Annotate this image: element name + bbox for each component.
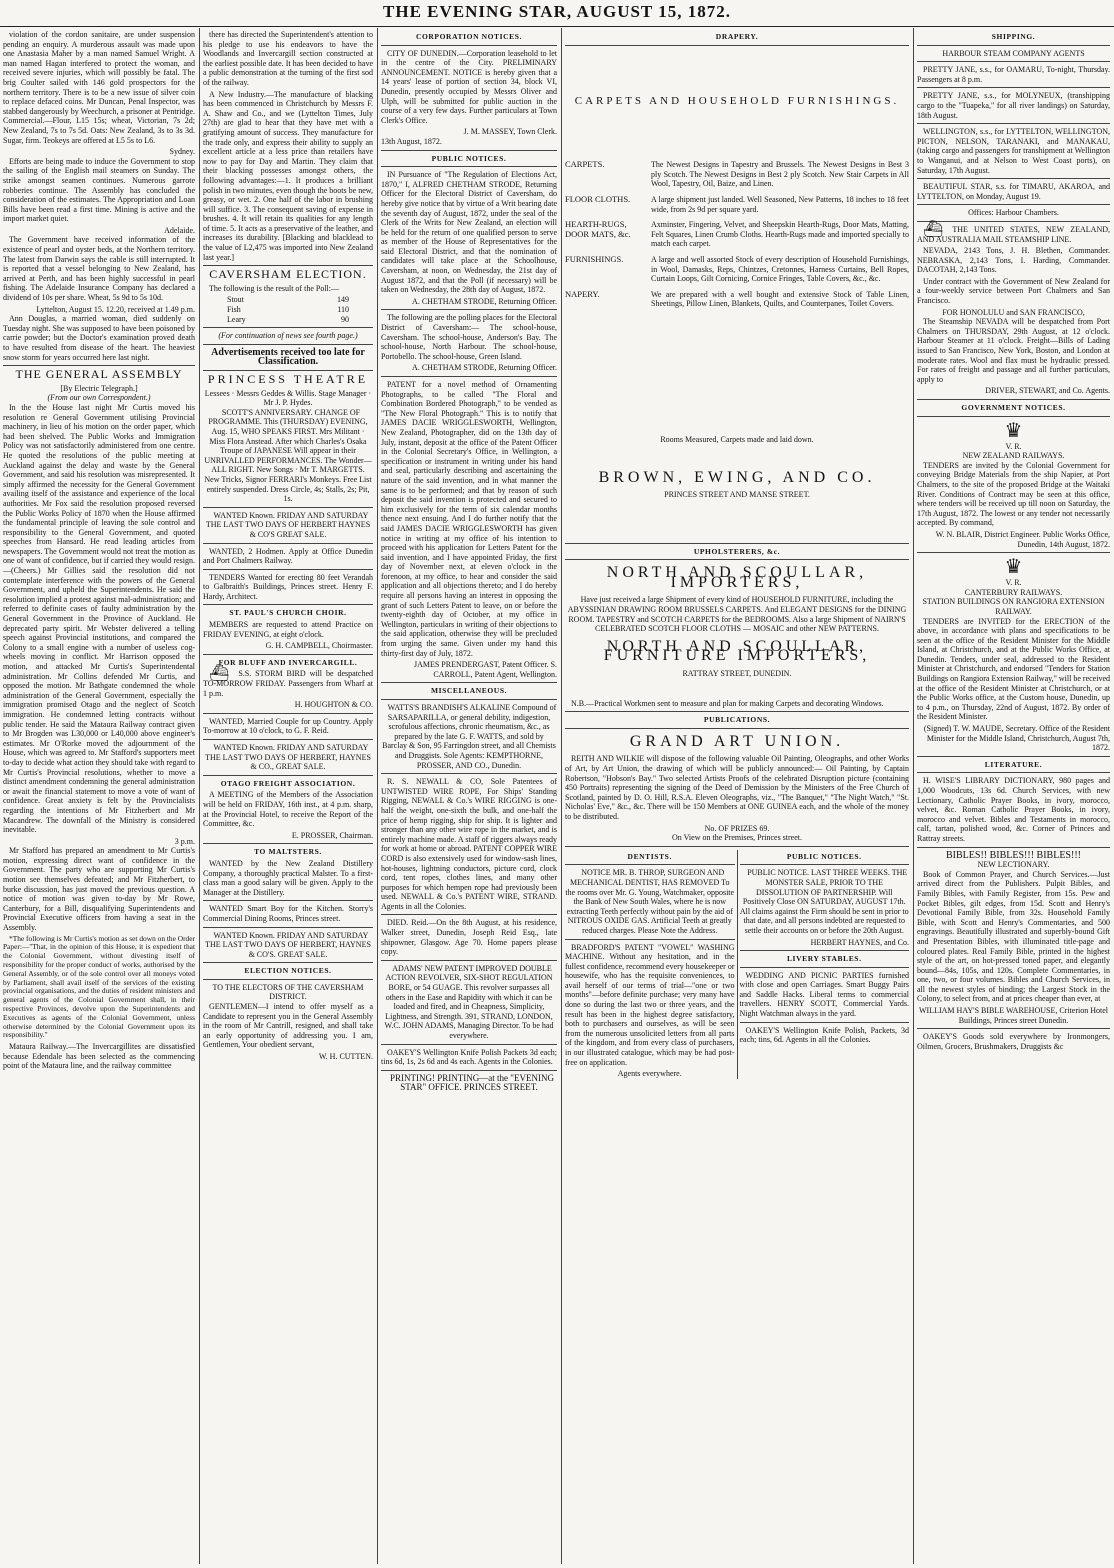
column-4	[565, 30, 909, 1562]
article-title: THE GENERAL ASSEMBLY	[15, 367, 183, 382]
ad-body: OAKEY'S Goods sold everywhere by Ironmongers, Oilmen, Grocers, Brushmakers, Druggists &c	[917, 1032, 1110, 1051]
divider	[381, 166, 557, 167]
ad-body: GENTLEMEN—I intend to offer myself as a Candidate to represent you in the General Assembly in the room of Mr Cantrill, resigned, and shall take an early opportunity of addressing you. I am, Gentlemen, Your obedient servant,	[203, 1002, 373, 1050]
ad-body: H. WISE'S LIBRARY DICTIONARY, 980 pages and 1,000 Woodcuts, 13s 6d. Church Services, with new Lectionary, Catholic Prayer Books, in ivory, morocco, velvet, &c. Roman Catholic Prayer Books, in ivory, morocco and velvet. Bibles and Testaments in morocco, calf, tartan, polished wood, &c. Corner of Princes and Rattray streets.	[917, 776, 1110, 843]
divider	[917, 61, 1110, 62]
divider	[740, 967, 910, 968]
split-section	[565, 850, 909, 1079]
divider	[917, 221, 1110, 222]
drapery-text: We are prepared with a well bought and extensive Stock of Table Linen, Sheetings, Pillow Linen, Blankets, Quilts, and Counterpanes, Toilet Covers.	[651, 289, 909, 309]
signature: H. HOUGHTON & CO.	[294, 700, 373, 710]
drapery-text: Axminster, Fingering, Velvet, and Sheepskin Hearth-Rugs, Door Mats, Matting, Felt Squares, Linen Crumb Cloths. Hearth-Rugs made and imported specially to match each carpet.	[651, 220, 909, 249]
divider	[917, 45, 1110, 46]
divider	[381, 682, 557, 683]
divider	[917, 87, 1110, 88]
divider	[203, 344, 373, 345]
news-paragraph: there has directed the Superintendent's attention to his pledge to use his endeavors to have the Woodlands and Invercargill section constructed at the earliest possible date. It has been decided to have a public demonstration at the turning of the first sod of the railway.	[203, 30, 373, 87]
section-head: LITERATURE.	[984, 759, 1043, 769]
divider	[203, 900, 373, 901]
signature: A. CHETHAM STRODE, Returning Officer.	[412, 363, 557, 373]
divider	[917, 178, 1110, 179]
ad-body: OAKEY'S Wellington Knife Polish Packets 3d each; tins 6d, 1s, 2s 6d and 4s each. Agents in the Colonies.	[381, 1047, 557, 1067]
ad-title: NEW ZEALAND RAILWAYS.	[962, 451, 1065, 461]
divider	[917, 204, 1110, 205]
sailing-notice: BEAUTIFUL STAR, s.s. for TIMARU, AKAROA, and LYTTELTON, on Monday, August 19.	[917, 182, 1110, 201]
news-paragraph: Mataura Railway.—The Invercargillites are dissatisfied because Edendale has been selected as the commencing point of the Mataura line, and the railway committee	[3, 1042, 195, 1071]
firm-name: NORTH AND SCOULLAR, FURNITURE IMPORTERS,	[603, 637, 871, 665]
section-head: DENTISTS.	[627, 851, 672, 861]
divider	[203, 713, 373, 714]
ad-body: DIED. Reid.—On the 8th August, at his residence, Walker street, Dunedin, Joseph Reid Esq., late shipowner, Glasgow. Age 70. Home papers please copy.	[381, 918, 557, 957]
ad-body: WANTED Smart Boy for the Kitchen. Storry's Commercial Dining Rooms, Princes street.	[203, 904, 373, 923]
sailing-notice: PRETTY JANE, s.s., for MOLYNEUX, (transhipping cargo to the "Tuapeka," for all river landings) on Saturday, 18th August.	[917, 91, 1110, 120]
spacer	[565, 315, 909, 435]
divider	[203, 569, 373, 570]
ad-body: WANTED, Married Couple for up Country. Apply To-morrow at 10 o'clock, to G. F. Reid.	[203, 716, 373, 736]
ad-note: V. R.	[1005, 578, 1022, 588]
candidate-name: Stout	[227, 295, 244, 305]
divider	[565, 45, 909, 46]
column-rule	[561, 28, 562, 1564]
divider	[565, 559, 909, 560]
firm-address: RATTRAY STREET, DUNEDIN.	[682, 669, 792, 679]
ad-body: TENDERS are invited by the Colonial Government for conveying Bridge Materials from the ship Napier, at Port Chalmers, to the site of the proposed Bridge at the Waitaki River. Conditions of Contract may be seen at this office, where tenders will be received up till noon on Saturday, the 17th August, 1872. The lowest or any tender not necessarily accepted. By command,	[917, 460, 1110, 528]
dentists-subcolumn	[565, 850, 735, 1079]
firm-name: BROWN, EWING, AND CO.	[598, 468, 876, 486]
ad-body: PRINTING! PRINTING—at the "EVENING STAR" OFFICE. PRINCES STREET.	[390, 1072, 554, 1093]
spacer	[565, 445, 909, 465]
ad-note: On View on the Premises, Princes street.	[671, 833, 802, 843]
divider	[203, 327, 373, 328]
news-paragraph: The Government have received information of the existence of pearl and oyster beds, at the Northern territory. The latest from Darwin says the cable is still interrupted. It is reported that a vessel belonging to New Zealand, has arrived at Perth, and has been highly successful in pearl fishing. The Adelaide Insurance Company has declared a dividend of 10s per share. Wheat, 5s 9d to 5s 10d.	[3, 235, 195, 303]
ship-icon: ⛴	[209, 665, 230, 683]
divider	[203, 543, 373, 544]
drapery-sections	[565, 160, 909, 309]
notice-body: CITY OF DUNEDIN.—Corporation leasehold to let in the centre of the City. PRELIMINARY ANNOUNCEMENT. NOTICE is hereby given that a 14 years' lease of portion of section 34, block VI, Dunedin, presently occupied by Messrs Oliver and Ulph, will be submitted for public auction in the course of a very few days. Further particulars at Town Clerk's Office.	[381, 48, 557, 125]
drapery-row	[565, 255, 909, 284]
royal-crest-icon: ♛	[1004, 556, 1023, 579]
ad-body: ADAMS' NEW PATENT IMPROVED DOUBLE ACTION REVOLVER, SIX-SHOT REGULATION BORE, or 54 GUAGE. This revolver surpasses all others in the Ease and Rapidity with which it can be loaded and fired, and in Cheapness, Simplicity, Lightness, and Strength. 391, STRAND, LONDON, W.C. JOHN ADAMS, Managing Director. To be had everywhere.	[384, 963, 554, 1040]
ad-body: Book of Common Prayer, and Church Services.—Just arrived direct from the Publishers. Pulpit Bibles, and Family Bibles, with Family Register, from 15s. Pew and Pocket Bibles, gilt edges, from 15d. Scott and Henry's Devotional Family Bible, from 32s. Household Family Bible, with Scott and Henry's Commentaries, and 500 engravings. Beautifully illustrated and superbly-bound Gift and Presentation Bibles, with illuminated title-page and coloured plates. Real Family Bible, printed in the highest style of the art, on hot-pressed toned paper, and elegantly bound—84s, 105s, and 120s. Complete Commentaries, in one, two, or four volumes. Bibles and Church Services, in all the newest styles of binding; the Largest Stock in the Colony, to select from, and at prices cheaper than ever, at	[917, 869, 1110, 1004]
drapery-label: CARPETS.	[565, 159, 605, 170]
drapery-text: A large shipment just landed. Well Seasoned, New Patterns, 18 inches to 18 feet wide, from 2s 9d per square yard.	[651, 194, 909, 214]
divider	[565, 864, 735, 865]
ad-note: Offices: Harbour Chambers.	[968, 208, 1059, 218]
ad-title: CANTERBURY RAILWAYS.	[964, 587, 1063, 597]
continuation-note: (For continuation of news see fourth page.)	[218, 331, 358, 341]
ad-subtitle: STATION BUILDINGS ON RANGIORA EXTENSION RAILWAY.	[922, 597, 1105, 616]
divider	[565, 728, 909, 729]
sailing-notice: WELLINGTON, s.s., for LYTTELTON, WELLINGTON, PICTON, NELSON, TARANAKI, and MANAKAU, (taking cargo and passengers for transhipment at Wellington to Wanganui, and at Nelson to West Coast ports), on Saturday, 17th August.	[917, 127, 1110, 175]
column-2	[203, 30, 373, 1562]
firm-address: PRINCES STREET AND MANSE STREET.	[664, 490, 810, 500]
notices-subcolumn	[737, 850, 910, 1079]
divider	[565, 543, 909, 544]
ad-body: OAKEY'S Wellington Knife Polish, Packets, 3d each; tins, 6d. Agents in all the Colonies.	[739, 1025, 909, 1045]
ad-body: WATTS'S BRANDISH'S ALKALINE Compound of SARSAPARILLA, or general debility, indigestion, scrofulous affections, chronic rheumatism, &c., as prepared by the late G. F. WATTS, and sold by Barclay & Son, 95 Farringdon street, and all Chemists and Druggists. Sole Agents: KEMPTHORNE, PROSSER, AND CO., Dunedin.	[382, 703, 557, 770]
ad-body: WANTED Known. FRIDAY AND SATURDAY THE LAST TWO DAYS OF HERBERT, HAYNES & CO., GREAT SALE.	[205, 743, 371, 772]
drapery-label: FURNISHINGS.	[565, 253, 624, 264]
section-head: CORPORATION NOTICES.	[415, 32, 523, 41]
candidate-name: Leary	[227, 314, 246, 324]
news-paragraph: A New Industry.—The manufacture of blacking has been commenced in Christchurch by Messrs F. A. Shaw and Co., and we (Lyttelton Times, July 27th) are glad to hear that they have met with a gratifying amount of success. They manufacture for the trade only, and express their ability to supply an excellent article at a less price than retailers have now to pay for Day and Martin. They claim that their blacking possesses amongst others, the following advantages:—1. It produces a brilliant polish in two minutes, even though the boots be new, greasy, or wet. 2. One half of the labor in brushing will suffice. 3. The consequent saving of expense in brushes. 4. It will retain its qualities for any length of time. 5. It acts as a preservative of the leather, and increases its durability. [Blacking and blacklead to the value of L2,475 was imported into New Zealand last year.]	[203, 89, 373, 262]
divider	[381, 699, 557, 700]
divider	[917, 399, 1110, 400]
candidate-name: Fish	[227, 305, 241, 315]
divider	[381, 960, 557, 961]
divider	[917, 416, 1110, 417]
drapery-text: The Newest Designs in Tapestry and Brussels. The Newest Designs in Best 3 ply Scotch. The Newest Designs in Best 2 ply Scotch. New Stair Carpets in All Wool, Tapestry, Oil, Baize, and Linen.	[651, 160, 909, 189]
divider	[917, 756, 1110, 757]
sailing-notice: PRETTY JANE, s.s., for OAMARU, To-night, Thursday. Passengers at 8 p.m.	[917, 65, 1110, 84]
ad-body: R. S. NEWALL & CO, Sole Patentees of UNTWISTED WIRE ROPE, For Ships' Standing Rigging, NEWALL & Co.'s WIRE RIGGING is one-half the weight, one-sixth the bulk, and one-half the price of hemp rigging, ship for ship. It is lighter and stronger than any other wire rope in the market, and is entirely machine made. A staff of riggers always ready for work at home or abroad. PATENT COPPER WIRE CORD is also extensively used for window-sash lines, hot-houses, lightning conductors, picture cord, clock cord, tent ropes, clothes lines, and many other purposes for which hempen rope had previously been used. NEWALL & Co.'s PATENT WIRE, STRAND. Agents in all the Colonies.	[381, 777, 557, 911]
ad-body: PUBLIC NOTICE. LAST THREE WEEKS. THE MONSTER SALE, PRIOR TO THE DISSOLUTION OF PARTNERSHIP. Will Positively Close ON SATURDAY, AUGUST 17th. All claims against the Firm should be sent in prior to that date, and all persons indebted are requested to settle their accounts on or before the 20th August.	[739, 868, 909, 935]
signature: JAMES PRENDERGAST, Patent Officer. S. CARROLL, Patent Agent, Wellington.	[413, 660, 557, 679]
footnote: *The following is Mr Curtis's motion as set down on the Order Paper:—"That, in the opinion of this House, it is expedient that the Colonial Government, without divesting itself of responsibility for the proper conduct of works, authorised by the General Assembly, or of the sole control over all moneys voted by Parliament, shall avail itself of the services of the existing provincial organisations, and the duties of resident ministers and general agents of the Colonial Government shall, in their respective Provinces, devolve upon the Superintendents and Executives as agents of the Colonial Government, unless otherwise determined by the Colonial Government upon its responsibility."	[3, 933, 195, 1040]
divider	[740, 950, 910, 951]
section-head: MISCELLANEOUS.	[430, 686, 508, 696]
news-paragraph: Mr Stafford has prepared an amendment to Mr Curtis's motion, expressing direct want of confidence in the Government. The party who are supporting Mr Curtis's motion see themselves defeated; and Mr Fitzherbert, to burke discussion, has just moved the previous question. A notice of motion was given to-day by Mr Rowe, Canterbury, for a Bill, disqualifying Superintendents and Provincial Executive officers from having a seat in the Assembly.	[3, 846, 195, 933]
section-head: SHIPPING.	[991, 32, 1036, 41]
signature: W. H. CUTTEN.	[318, 1052, 373, 1062]
divider	[381, 1044, 557, 1045]
poll-row	[203, 315, 373, 325]
divider	[203, 507, 373, 508]
ad-body: SCOTT'S ANNIVERSARY. CHANGE OF PROGRAMME. This (THURSDAY) EVENING, Aug. 15, WHO SPEAKS FIRST. Mrs Militant · Miss Flora Anstead. After which Charles's Osaka Troupe of JAPANESE Will appear in their UNRIVALLED PERFORMANCES. The Wonder—ALL RIGHT. New Songs · Mr T. MARGETTS. New Tricks, Signor FERRARI's Monkeys. Free List entirely suspended. Dress Circle, 4s; Stalls, 2s; Pit, 1s.	[204, 407, 372, 504]
ad-body: REITH AND WILKIE will dispose of the following valuable Oil Painting, Oleographs, and other Works of Art, by Art Union, the drawing of which will be publicly announced:— Oil Painting, by Captain Robertson, "Hobson's Bay." Two selected Artists Proofs of the celebrated Disruption picture (containing 450 Portraits) representing the signing of the Deed of Demission by the Ministers of the Free Church of Scotland, painted by D. O. Hill, R.S.A. Eleven Oleographs, viz., "The Banquet," "The Night Watch," "St. Nicholas' Eve," &c., &c. There will be 150 Members at ONE GUINEA each, and the whole of the money to be distributed.	[565, 754, 909, 821]
candidate-votes: 149	[337, 295, 349, 305]
notice-body: IN Pursuance of "The Regulation of Elections Act, 1870," I, ALFRED CHETHAM STRODE, Returning Officer for the Electoral District of Caversham, do hereby give notice that by virtue of a Writ bearing date the seventh day of August, 1872, under the seal of the Clerk of the Writs for New Zealand, an election will be held for the return of one qualified person to serve as member of the House of Representatives for the said Electoral District, and that the nomination of candidates will take place at the Schoolhouse, Caversham, at noon, on Wednesday, the 21st day of August 1872, and that the Poll (if necessary) will be taken on Wednesday, the 28th day of August, 1872.	[381, 170, 557, 295]
ad-title: FOR HONOLULU and SAN FRANCISCO,	[942, 307, 1085, 317]
ad-body: WANTED Known. FRIDAY AND SATURDAY THE LAST TWO DAYS OF HERBERT HAYNES & CO'S GREAT SALE.	[205, 510, 371, 539]
divider	[917, 1028, 1110, 1029]
spacer	[565, 49, 909, 89]
signature: HERBERT HAYNES, and Co.	[810, 937, 909, 947]
candidate-votes: 90	[341, 314, 349, 324]
section-head: LIVERY STABLES.	[786, 954, 862, 964]
poll-row	[203, 305, 373, 315]
column-3	[381, 30, 557, 1562]
royal-crest-icon: ♛	[1004, 419, 1023, 442]
divider	[203, 739, 373, 740]
drapery-label: FLOOR CLOTHS.	[565, 193, 631, 204]
ad-note: N.B.—Practical Workmen sent to measure and plan for making Carpets and decorating Windows.	[571, 698, 884, 708]
divider	[203, 654, 373, 655]
divider	[565, 939, 735, 940]
divider	[381, 1070, 557, 1071]
divider	[565, 711, 909, 712]
notice-body: PATENT for a novel method of Ornamenting Photographs, to be called "The Floral and Combination Bordered Photograph," to be vended as "The New Floral Photograph." This is to notify that JAMES DACIE WRIGGLESWORTH, Wellington, New Zealand, Photographer, did on the 13th day of July, instant, deposit at the office of the Patent Officer in the Colonial Secretary's Office, in Wellington, a specification or instrument in writing under his hand and seal, particularly describing and ascertaining the nature of the said invention, and in what manner the same is to be performed; and that by reason of such deposit the said invention is protected and secured to him exclusively for the term of six calendar months thence next ensuing. And I do further notify that the said JAMES DACIE WRIGGLESWORTH has given notice in writing at my office of his intention to proceed with his application for Letters Patent for the said invention, and I have appointed Friday, the first day of November next, at eleven o'clock in the forenoon, at my office, to hear and consider the said application and all objections thereto; and I do hereby require all persons having an interest in opposing the grant of such Letters Patent to leave, on or before the twenty-eighth day of October, at my office in Wellington, particulars in writing of their objections to the said application, otherwise they will be precluded from urging the same. Given under my hand this thirty-first day of July, 1872.	[381, 380, 557, 658]
ad-body: A MEETING of the Members of the Association will be held on FRIDAY, 16th inst., at 4 p.m. sharp, at the Provincial Hotel, to receive the Report of the Committee, &c.	[203, 790, 373, 829]
column-1	[3, 30, 195, 1562]
ad-title: TO MALTSTERS.	[254, 847, 322, 857]
divider	[917, 772, 1110, 773]
masthead: THE EVENING STAR, AUGUST 15, 1872.	[0, 0, 1114, 27]
column-rule	[377, 28, 378, 1564]
timestamp: 3 p.m.	[174, 836, 195, 846]
section-head: PUBLIC NOTICES.	[786, 851, 862, 861]
section-title: Advertisements received too late for Classification.	[211, 346, 365, 368]
drapery-text: A large and well assorted Stock of every description of Household Furnishings, in Wool, Damasks, Reps, Chintzes, Cretonnes, Harness Curtains, Bell Ropes, Curtain Loops, Gilt Cornicing, Cornice Fringes, Table Covers, &c., &c.	[651, 254, 909, 284]
divider	[740, 1022, 910, 1023]
article-byline: [By Electric Telegraph.]	[60, 383, 138, 393]
ad-body: WANTED Known. FRIDAY AND SATURDAY THE LAST TWO DAYS OF HERBERT, HAYNES & CO'S. GREAT SALE.	[205, 930, 371, 959]
ad-body: NOTICE MR. B. THROP, SURGEON AND MECHANICAL DENTIST, HAS REMOVED To the rooms over Mr. G. Young, Watchmaker, opposite the Bank of New South Wales, where he is now extracting Teeth perfectly without pain by the aid of NITROUS OXIDE GAS. Artificial Teeth at greatly reduced charges. Please Note the Address.	[565, 868, 735, 935]
news-paragraph: Ann Douglas, a married woman, died suddenly on Tuesday night. She was supposed to have been poisoned by carrie powder; but the Doctor's examination proved death to have resulted from disease of the heart. The heaviest snow storm for years occurred here last night.	[3, 314, 195, 362]
dateline: Adelaide.	[164, 225, 195, 235]
ad-title: TO THE ELECTORS OF THE CAVERSHAM DISTRICT.	[212, 982, 364, 1002]
ad-body: Under contract with the Government of New Zealand for a four-weekly service between Port Chalmers and San Francisco.	[917, 276, 1110, 306]
ad-subtitle: Lessees · Messrs Geddes & Willis. Stage Manager · Mr J. P. Hydes.	[204, 388, 372, 408]
drapery-row	[565, 160, 909, 189]
divider	[381, 376, 557, 377]
ad-body: The Steamship NEVADA will be despatched from Port Chalmers on THURSDAY, 29th August, at 12 o'clock. Harbour Steamer at 11 o'clock. Freight—Bills of Lading issued to San Francisco, New York, Boston, and London at moderate rates. Wool and flax must be hydraulic pressed. For rates of freight and passage and all further particulars, apply to	[917, 317, 1110, 384]
ad-body: WANTED, 2 Hodmen. Apply at Office Dunedin and Port Chalmers Railway.	[203, 546, 373, 566]
divider	[381, 150, 557, 151]
divider	[203, 775, 373, 776]
spacer	[565, 114, 909, 154]
signature: WILLIAM HAY'S BIBLE WAREHOUSE, Criterion Hotel Buildings, Princes street Dunedin.	[919, 1006, 1108, 1025]
ad-note: No. OF PRIZES 69.	[704, 823, 770, 833]
divider	[917, 552, 1110, 553]
ad-title: BIBLES!! BIBLES!!! BIBLES!!!	[946, 849, 1081, 861]
ad-title: PRINCESS THEATRE	[207, 372, 369, 386]
signature: (Signed) T. W. MAUDE, Secretary. Office of the Resident Minister for the Middle Island, Christchurch, August 7th, 1872.	[923, 724, 1110, 753]
signature: DRIVER, STEWART, and Co. Agents.	[985, 386, 1110, 396]
divider	[917, 847, 1110, 848]
divider	[381, 773, 557, 774]
ad-title: ST. PAUL'S CHURCH CHOIR.	[229, 608, 347, 618]
divider	[917, 123, 1110, 124]
ad-title: ⛴ THE UNITED STATES, NEW ZEALAND, AND AUSTRALIA MAIL STEAMSHIP LINE.	[917, 220, 1110, 244]
ad-title: OTAGO FREIGHT ASSOCIATION.	[220, 778, 356, 788]
news-paragraph: In the the House last night Mr Curtis moved his resolution re General Government utilising Provincial machinery, in lieu of his motion on the order paper, which had been shelved. The Public Works and Immigration Policy was not satisfactorily administered from one centre. He quoted the resolutions of the public meeting at Auckland against the delay and waste by the General Government, and said his resolution was misrepresented. It simply affirmed the necessity for the General Government availing itself of the assistance and experience of the local authorities. Mr Fox said the resolution proposed reversed the Public Works Policy of 1870 when the House affirmed the fundamental principle of leaving the sole control and responsibility to the General Government, and quoted speeches from Hansard. He read leading articles from newspapers. The Government would not treat the motion as one of want of confidence, but if carried they would resign.—(Cheers.) Mr Gillies said the resolution did not contemplate interference with the powers of the General Government, and upheld the Superintendents. He said the resolution implied a protest against mal-administration; and referred to definite cases of faulty administration by the General Government in the Province of Auckland. He deprecated party spirit. Mr Webster delivered a telling speech against Provincial institutions, and compared the Colony to a small engine with a number of useless cog-wheels moving in conflict. Mr Harrison opposed the motion, and attacked Mr Curtis's Superintendental administration. Mr Collins defended Mr Curtis, and opposed the motion. Mr Bathgate condemned the whole administration of the General Government, especially the immigration promised Otago and the neglect of Scotch immigration. He condemned letting contracts without public tender. He said the Mataura Railway contract given to Mr Brogden was L30,000 or L40,000 above engineer's estimates. Mr O'Rorke moved the adjournment of the House, which was agreed to. Mr Stafford's supporters meet to-day to decide what action they should take with regard to Mr Curtis's Provincial resolutions, whether to move a distinct amendment condemning the general administration or await the financial statement to move a vote of want of confidence. Great anxiety is felt by the Provincialists regarding the intentions of Mr Fitzherbert and Mr Macandrew. The downfall of the Ministry is considered inevitable.	[3, 402, 195, 835]
signature: A. CHETHAM STRODE, Returning Officer.	[412, 296, 557, 306]
column-rule	[199, 28, 200, 1564]
signature: G. H. CAMPBELL, Choirmaster.	[265, 641, 373, 651]
article-byline: (From our own Correspondent.)	[47, 393, 151, 403]
spacer	[565, 500, 909, 540]
divider	[203, 962, 373, 963]
article-title: CAVERSHAM ELECTION.	[209, 267, 367, 282]
notice-body: The following are the polling places for the Electoral District of Caversham:— The school-house, Caversham. The school-house, Anderson's Bay. The school-house, North Harbour. The school-house, Portobello. The school-house, Green Island.	[381, 313, 557, 361]
section-head: UPHOLSTERERS, &c.	[693, 546, 781, 556]
ad-body: MEMBERS are requested to attend Practice on FRIDAY EVENING, at eight o'clock.	[203, 620, 373, 639]
divider	[203, 265, 373, 266]
divider	[381, 45, 557, 46]
dateline: Lyttelton, August 15. 12.20, received at 1.49 p.m.	[36, 304, 195, 314]
section-head: DRAPERY.	[715, 32, 759, 41]
ad-body: WEDDING AND PICNIC PARTIES furnished with close and open Carriages. Smart Buggy Pairs and Saddle Hacks. Liberal terms to commercial travellers. HENRY SCOTT, Commercial Yards. Night Watchman always in the yard.	[739, 970, 909, 1019]
ad-note: V. R.	[1005, 441, 1022, 451]
section-head: PUBLICATIONS.	[703, 715, 771, 725]
notice-date: 13th August, 1872.	[381, 136, 442, 146]
poll-results	[203, 295, 373, 324]
divider	[203, 979, 373, 980]
signature: W. N. BLAIR, District Engineer. Public Works Office, Dunedin, 14th August, 1872.	[935, 529, 1110, 549]
news-paragraph: Efforts are being made to induce the Government to stop the sailing of the English mail steamers on Sunday. The strike amongst seamen continues. Numerous garrote robberies continue. The Assembly has concluded the consideration of the estimates. The Appropriation and Loan Bills have been read a first time. Mining is active and the import market quiet.	[3, 156, 195, 224]
section-head: PUBLIC NOTICES.	[431, 153, 507, 163]
ad-title: GRAND ART UNION.	[629, 732, 845, 750]
ad-note: Rooms Measured, Carpets made and laid down.	[660, 434, 814, 444]
divider	[740, 864, 910, 865]
drapery-row	[565, 290, 909, 309]
ad-body: BRADFORD'S PATENT "VOWEL" WASHING MACHINE. Without any hesitation, and in the fullest confidence, recommend every housekeeper or housewife, who has the requisite conveniences, to avail herself of our terms of trial—"one or two months"—before definite purchase; very many have done so during the last two or three years, and the result has been in the highest degree satisfactory, both to purchasers and ourselves, as will be seen from the numerous unsolicited letters from all parts of the kingdom, and from every class of purchasers, in our illustrated catalogue, which may be had post-free on application.	[565, 942, 735, 1067]
drapery-row	[565, 195, 909, 214]
divider	[203, 604, 373, 605]
ad-body: TENDERS Wanted for erecting 80 feet Verandah to Galbraith's Buildings, Princes street. Henry F. Hardy, Architect.	[203, 572, 373, 601]
ship-icon: ⛴	[923, 220, 944, 238]
signature: E. PROSSER, Chairman.	[291, 830, 373, 840]
divider	[3, 365, 195, 366]
news-paragraph: violation of the cordon sanitaire, are under suspension pending an enquiry. A murderous assault was made upon one Anastasia Maher by a man named Samuel Wright. A man named Hagan interfered to protect the woman, and received severe injuries, which will possibly be fatal. The brig Coulter sailed with 146 gold prospectors for the northern territory. There is to be a new issue of silver coin to replace defaced coins. Mr Duncan, Penal Inspector, was stabbed dangerously by Weechurch, a prisoner at Pentridge. Commercial.—Flour, L15 15s; wheat, Victorian, 7s 2d; New Zealand, 7s to 7s 5d. Oats: New Zealand, 3s to 3s 3d. Sugar, firm. Teokeys are offered at L5 5s to L6.	[3, 30, 195, 145]
news-paragraph: The following is the result of the Poll:—	[209, 283, 339, 293]
ad-title: CARPETS AND HOUSEHOLD FURNISHINGS.	[574, 94, 900, 107]
ad-body: TENDERS are INVITED for the ERECTION of the above, in accordance with plans and specifications to be seen at the office of the Resident Minister for the Middle Island, at Christchurch, and at the Public Works Office, at Dunedin. Tenders, under seal, addressed to the Resident Minister at Christchurch, and endorsed "Tenders for Station Buildings on Rangiora Extension Railway," will be received at the office of the Resident Minister at Christchurch, or at the Public Works office, at the Custom house, Dunedin, up to 4 p.m., on Thursday, 22nd of August, 1872. By order of the Resident Minister.	[917, 616, 1110, 722]
dateline: Sydney.	[169, 147, 195, 157]
section-head: GOVERNMENT NOTICES.	[961, 403, 1066, 412]
ad-body: ⛴ S.S. STORM BIRD will be despatched TO-MORROW FRIDAY. Passengers from Wharf at 1 p.m.	[203, 665, 373, 698]
ad-body: Have just received a large Shipment of every kind of HOUSEHOLD FURNITURE, including the ABYSSINIAN DRAWING ROOM BRUSSELS CARPETS. And ELEGANT DESIGNS for the DINING ROOM. TAPESTRY and SCOTCH CARPETS for the BEDROOMS. Also a large Shipment of NAIRN'S CELEBRATED SCOTCH FLOOR CLOTHS — MOSAIC and other NEW PATTERNS.	[567, 595, 907, 634]
candidate-votes: 110	[337, 305, 349, 315]
firm-name: NORTH AND SCOULLAR, IMPORTERS,	[606, 564, 868, 591]
ad-body: WANTED by the New Zealand Distillery Company, a thoroughly practical Malster. To a first-class man a good salary will be given. Apply to the Manager at the Distillery.	[203, 858, 373, 897]
section-head: ELECTION NOTICES.	[244, 966, 332, 976]
divider	[381, 914, 557, 915]
ad-note: Agents everywhere.	[617, 1069, 682, 1079]
ad-title: HARBOUR STEAM COMPANY AGENTS	[942, 48, 1085, 58]
ad-subtitle: NEW LECTIONARY.	[977, 860, 1050, 870]
column-rule	[913, 28, 914, 1564]
drapery-row	[565, 220, 909, 249]
drapery-label: HEARTH-RUGS, DOOR MATS, &c.	[565, 219, 631, 239]
ad-title: FOR BLUFF AND INVERCARGILL.	[218, 657, 358, 667]
ad-body: NEVADA, 2143 Tons, J. H. Blethen, Commander. NEBRASKA, 2,143 Tons, I. Harding, Commander. DACOTAH, 2,143 Tons.	[917, 246, 1110, 275]
drapery-label: NAPERY.	[565, 288, 600, 299]
ship-list	[917, 65, 1110, 205]
divider	[565, 846, 909, 847]
signature: J. M. MASSEY, Town Clerk.	[463, 127, 557, 137]
divider	[381, 309, 557, 310]
divider	[203, 927, 373, 928]
divider	[203, 843, 373, 844]
spacer	[565, 679, 909, 699]
poll-row	[203, 295, 373, 305]
divider	[203, 370, 373, 371]
column-5	[917, 30, 1110, 1562]
